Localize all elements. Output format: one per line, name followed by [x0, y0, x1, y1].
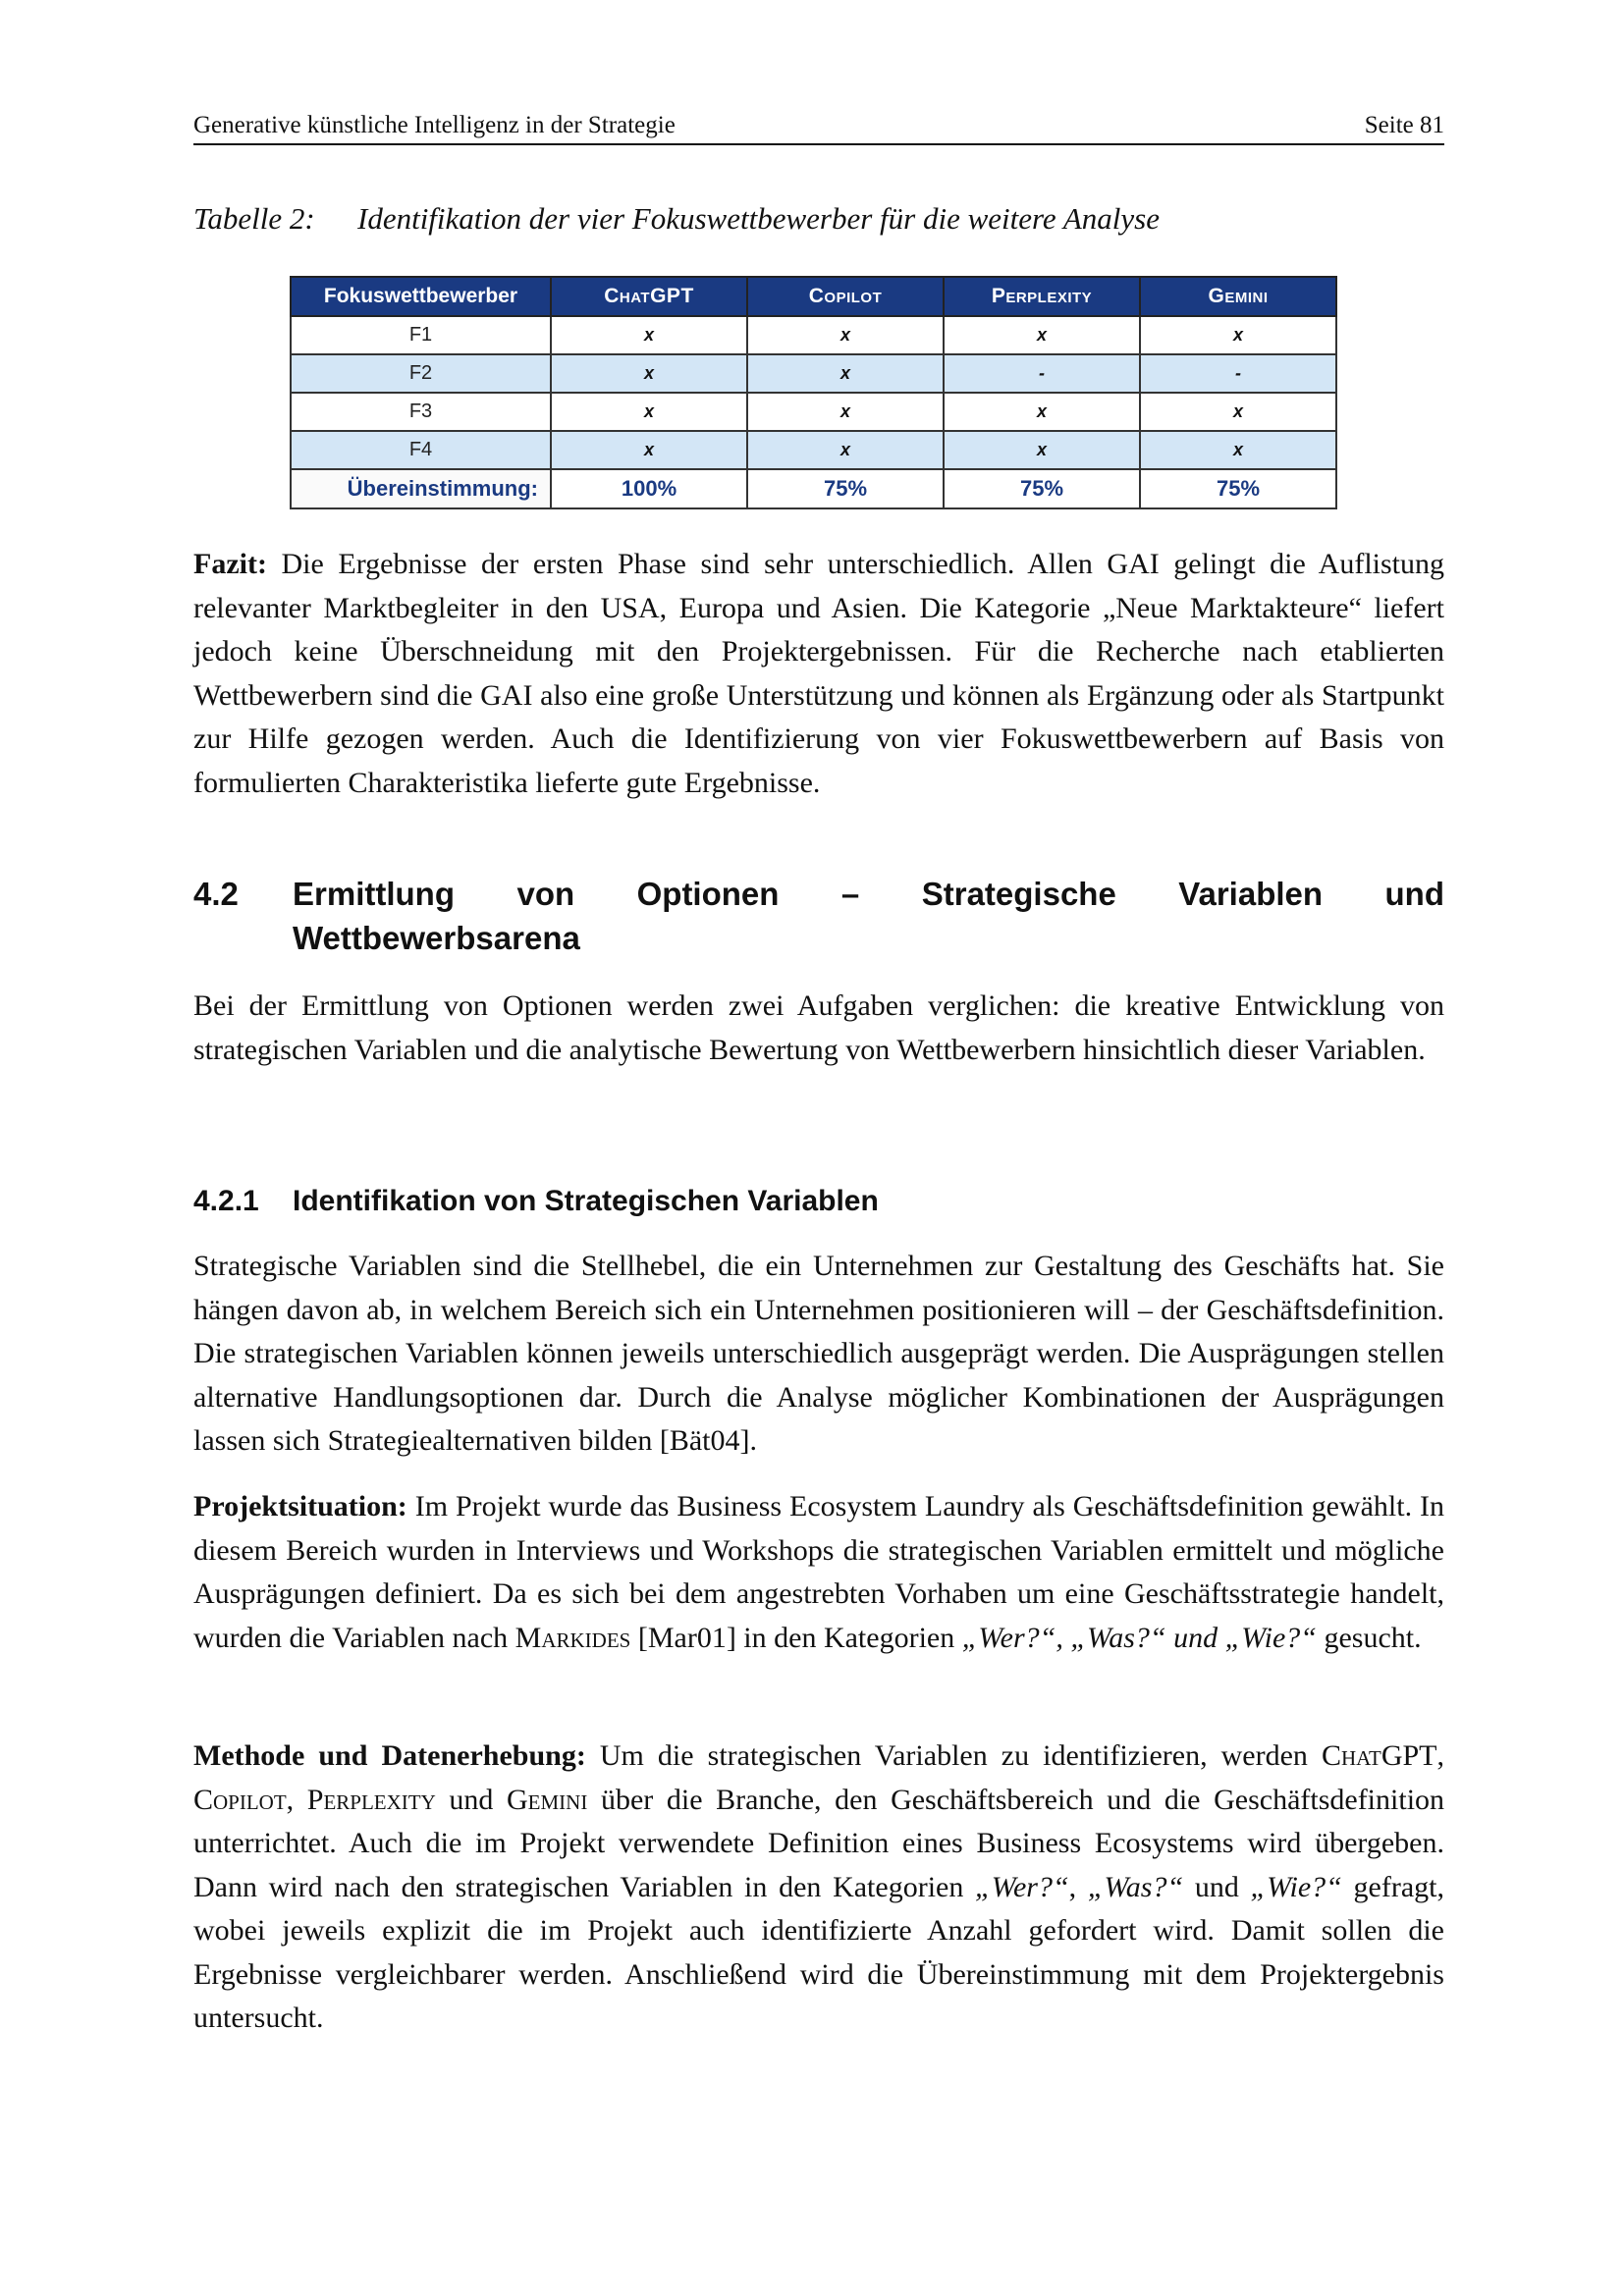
subsection-title: Identifikation von Strategischen Variablen [293, 1185, 879, 1217]
tool-name: ChatGPT [1321, 1739, 1437, 1772]
column-header: Perplexity [944, 277, 1140, 316]
projektsituation-paragraph: Projektsituation: Im Projekt wurde das Business Ecosystem Laundry als Geschäftsdefinition gewählt. In diesem Bereich wurden in Interviews und Workshops die strategischen Variablen ermittelt und mögliche Ausprägungen definiert. Da es sich bei dem angestrebten Vorhaben um eine Geschäftsstrategie handelt, wurden die Variablen nach Markides [Mar01] in den Kategorien „Wer?“, „Was?“ und „Wie?“ gesucht. [193, 1490, 1444, 1654]
table-cell: x [747, 354, 944, 393]
definition-paragraph: Strategische Variablen sind die Stellhebel, die ein Unternehmen zur Gestaltung des Geschäfts hat. Sie hängen davon ab, in welchem Bereich sich ein Unternehmen positionieren will – der Geschäftsdefinition. Die strategischen Variablen können jeweils unterschiedlich ausgeprägt werden. Die Ausprägungen stellen alternative Handlungsoptionen dar. Durch die Analyse möglicher Kombinationen der Ausprägungen lassen sich Strategiealternativen bilden [Bät04]. [193, 1250, 1444, 1457]
table-cell: x [944, 393, 1140, 431]
total-value: 75% [747, 469, 944, 508]
methode-paragraph: Methode und Datenerhebung: Um die strategischen Variablen zu identifizieren, werden ChatGPT, Copilot, Perplexity und Gemini über die Branche, den Geschäftsbereich und die Geschäftsdefinition unterrichtet. Auch die im Projekt verwendete Definition eines Business Ecosystems wird übergeben. Dann wird nach den strategischen Variablen in den Kategorien „Wer?“, „Was?“ und „Wie?“ gefragt, wobei jeweils explizit die im Projekt auch identifizierte Anzahl gefordert wird. Damit sollen die Ergebnisse vergleichbarer werden. Anschließend wird die Übereinstimmung mit dem Projektergebnis untersucht. [193, 1739, 1445, 2034]
categories-italic: „Wer?“, „Was?“ und „Wie?“ [961, 1621, 1317, 1654]
table-cell: x [1140, 431, 1336, 469]
table-header-row [291, 277, 1336, 316]
table-cell: x [551, 316, 747, 354]
row-label: F1 [291, 316, 551, 354]
column-header: Gemini [1140, 277, 1336, 316]
table-cell: x [551, 431, 747, 469]
table-row [291, 393, 1336, 431]
section-title: Ermittlung von Optionen – Strategische Variablen und Wettbewerbsarena [293, 876, 1444, 956]
table-caption-text: Identifikation der vier Fokuswettbewerber für die weitere Analyse [357, 201, 1161, 236]
methode-label: Methode und Datenerhebung: [193, 1739, 586, 1772]
table-cell: x [1140, 393, 1336, 431]
tool-name: Gemini [507, 1783, 588, 1816]
table-row [291, 354, 1336, 393]
table-caption [193, 201, 1160, 237]
total-value: 75% [944, 469, 1140, 508]
fazit-text: Die Ergebnisse der ersten Phase sind sehr unterschiedlich. Allen GAI gelingt die Auflistung relevanter Marktbegleiter in den USA, Europa und Asien. Die Kategorie „Neue Marktakteure“ liefert jedoch keine Überschneidung mit den Projektergebnissen. Für die Recherche nach etablierten Wettbewerbern sind die GAI also eine große Unterstützung und können als Ergänzung oder als Startpunkt zur Hilfe gezogen werden. Auch die Identifizierung von vier Fokuswettbewerbern auf Basis von formulierten Charakteristika lieferte gute Ergebnisse. [193, 548, 1445, 799]
table-cell: x [551, 393, 747, 431]
table-cell: x [747, 431, 944, 469]
total-value: 100% [551, 469, 747, 508]
page-number: Seite 81 [1364, 112, 1444, 138]
total-label: Übereinstimmung: [291, 469, 551, 508]
table-cell: x [944, 431, 1140, 469]
running-title: Generative künstliche Intelligenz in der Strategie [193, 112, 676, 138]
table-cell: x [747, 316, 944, 354]
section-number: 4.2 [193, 876, 239, 912]
projektsituation-label: Projektsituation: [193, 1490, 407, 1522]
table-cell: x [551, 354, 747, 393]
column-header: Copilot [747, 277, 944, 316]
tool-name: Perplexity [306, 1783, 436, 1816]
column-header: Fokuswettbewerber [291, 277, 551, 316]
column-header: ChatGPT [551, 277, 747, 316]
focus-competitor-table [290, 276, 1337, 509]
row-label: F3 [291, 393, 551, 431]
section-intro-paragraph: Bei der Ermittlung von Optionen werden zwei Aufgaben verglichen: die kreative Entwicklung von strategischen Variablen und die analytische Bewertung von Wettbewerbern hinsichtlich dieser Variablen. [193, 989, 1444, 1066]
tool-name: Copilot [193, 1783, 287, 1816]
table-cell: x [747, 393, 944, 431]
table-caption-label: Tabelle 2: [193, 201, 315, 236]
row-label: F2 [291, 354, 551, 393]
fazit-label: Fazit: [193, 548, 267, 580]
table-row [291, 316, 1336, 354]
row-label: F4 [291, 431, 551, 469]
table-row [291, 431, 1336, 469]
table-cell: - [944, 354, 1140, 393]
subsection-heading-4-2-1 [193, 1185, 879, 1218]
fazit-paragraph [193, 543, 1444, 805]
subsection-number: 4.2.1 [193, 1185, 259, 1217]
table-cell: x [1140, 316, 1336, 354]
table-cell: x [944, 316, 1140, 354]
author-name: Markides [514, 1621, 631, 1654]
table-total-row [291, 469, 1336, 508]
table-cell: - [1140, 354, 1336, 393]
running-header [193, 110, 1444, 145]
section-heading-4-2 [193, 872, 1444, 960]
total-value: 75% [1140, 469, 1336, 508]
